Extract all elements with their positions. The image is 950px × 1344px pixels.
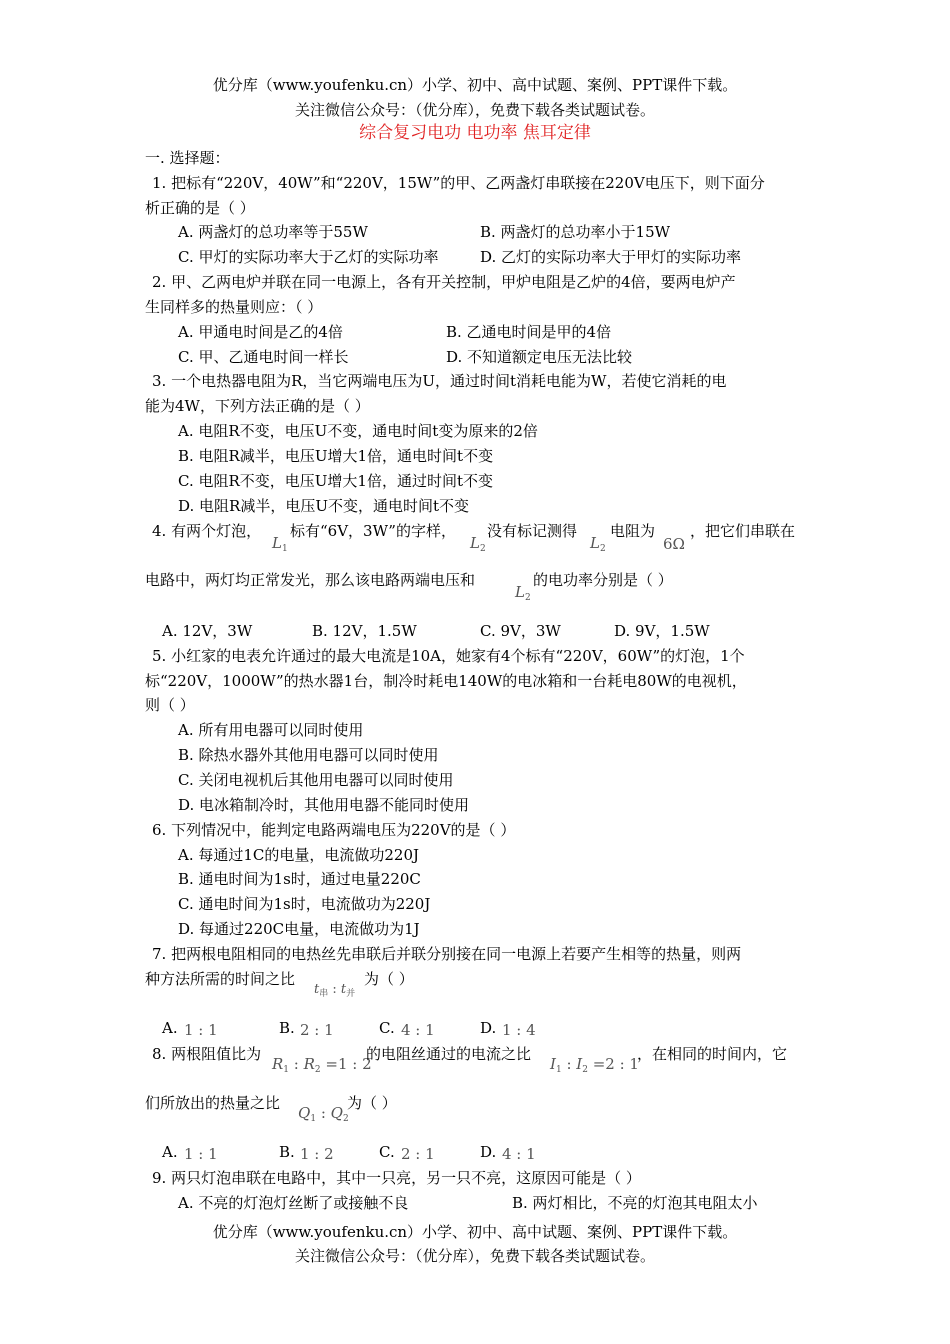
q5-stem-3: 则（ ）	[145, 696, 195, 714]
q5-stem-2: 标“220V，1000W”的热水器1台，制冷时耗电140W的电冰箱和一台耗电80W的电视机，	[145, 672, 747, 690]
q7-option-a-label: A.	[162, 1019, 178, 1037]
q4-text-5: ，把它们串联在	[690, 522, 796, 540]
q8-heat-ratio: $Q_1$ : $Q_2$	[298, 1104, 349, 1124]
q2-option-b: B. 乙通电时间是甲的4倍	[446, 323, 612, 341]
q4-text-3: 没有标记测得	[487, 522, 578, 540]
q8-resistance-ratio: $R_1$ : $R_2 =1$ : 2	[272, 1055, 372, 1075]
q8-text-5: 为（ ）	[347, 1094, 397, 1112]
q6-option-a: A. 每通过1C的电量，电流做功220J	[178, 846, 420, 864]
q7-option-d-label: D.	[480, 1019, 497, 1037]
q2-option-a: A. 甲通电时间是乙的4倍	[178, 323, 343, 341]
q8-text-3: ，在相同的时间内，它	[637, 1045, 788, 1063]
q7-option-c-label: C.	[379, 1019, 395, 1037]
q2-option-d: D. 不知道额定电压无法比较	[446, 348, 633, 366]
q1-option-b: B. 两盏灯的总功率小于15W	[480, 223, 671, 241]
q4-resistance-value: 6Ω	[663, 535, 685, 553]
q4-option-c: C. 9V，3W	[480, 622, 561, 640]
q8-option-b: 1 : 2	[300, 1145, 334, 1163]
q4-text-4: 电阻为	[610, 522, 656, 540]
q4-l1-symbol: $L_1$	[272, 534, 288, 554]
q4-option-b: B. 12V，1.5W	[312, 622, 417, 640]
q3-option-d: D. 电阻R减半，电压U不变，通电时间t不变	[178, 497, 469, 515]
q6-option-d: D. 每通过220C电量，电流做功为1J	[178, 920, 420, 938]
q4-text-6: 电路中，两灯均正常发光，那么该电路两端电压和	[145, 571, 476, 589]
q8-option-c-label: C.	[379, 1143, 395, 1161]
q7-stem-2b: 为（ ）	[364, 970, 414, 988]
q9-option-b: B. 两灯相比，不亮的灯泡其电阻太小	[512, 1194, 758, 1212]
q4-option-d: D. 9V，1.5W	[614, 622, 710, 640]
q9-option-a: A. 不亮的灯泡灯丝断了或接触不良	[178, 1194, 409, 1212]
q8-option-a: 1 : 1	[184, 1145, 218, 1163]
q8-text-4: 们所放出的热量之比	[145, 1094, 281, 1112]
q2-option-c: C. 甲、乙通电时间一样长	[178, 348, 349, 366]
q7-option-a: 1 : 1	[184, 1021, 218, 1039]
q7-stem-2a: 种方法所需的时间之比	[145, 970, 296, 988]
q4-text-1: 4. 有两个灯泡，	[152, 522, 262, 540]
q5-option-a: A. 所有用电器可以同时使用	[178, 721, 364, 739]
q4-l2-symbol-3: $L_2$	[515, 583, 531, 603]
q7-option-d: 1 : 4	[502, 1021, 536, 1039]
q3-stem-1: 3. 一个电热器电阻为R，当它两端电压为U，通过时间t消耗电能为W，若使它消耗的电	[152, 372, 727, 390]
q5-option-d: D. 电冰箱制冷时，其他用电器不能同时使用	[178, 796, 470, 814]
q9-stem: 9. 两只灯泡串联在电路中，其中一只亮，另一只不亮，这原因可能是（ ）	[152, 1169, 641, 1187]
q4-l2-symbol: $L_2$	[470, 534, 486, 554]
q4-l2-symbol-2: $L_2$	[590, 534, 606, 554]
q7-option-c: 4 : 1	[401, 1021, 435, 1039]
footer-line-2: 关注微信公众号：（优分库），免费下载各类试题试卷。	[294, 1247, 655, 1265]
q8-option-d-label: D.	[480, 1143, 497, 1161]
q6-stem: 6. 下列情况中，能判定电路两端电压为220V的是（ ）	[152, 821, 516, 839]
q8-current-ratio: $I_1$ : $I_2 =2$ : 1	[550, 1055, 639, 1075]
q8-text-2: 的电阻丝通过的电流之比	[366, 1045, 532, 1063]
q1-stem-1: 1. 把标有“220V，40W”和“220V，15W”的甲、乙两盏灯串联接在220V电压下，则下面分	[152, 174, 765, 192]
q6-option-c: C. 通电时间为1s时，电流做功为220J	[178, 895, 431, 913]
q5-option-c: C. 关闭电视机后其他用电器可以同时使用	[178, 771, 454, 789]
q1-option-a: A. 两盏灯的总功率等于55W	[178, 223, 368, 241]
q1-option-d: D. 乙灯的实际功率大于甲灯的实际功率	[480, 248, 742, 266]
q2-stem-1: 2. 甲、乙两电炉并联在同一电源上，各有开关控制，甲炉电阻是乙炉的4倍，要两电炉产	[152, 273, 736, 291]
q5-stem-1: 5. 小红家的电表允许通过的最大电流是10A，她家有4个标有“220V，60W”的灯泡，1个	[152, 647, 745, 665]
q8-option-b-label: B.	[279, 1143, 295, 1161]
q4-option-a: A. 12V，3W	[162, 622, 253, 640]
header-line-2: 关注微信公众号：（优分库），免费下载各类试题试卷。	[294, 101, 655, 119]
q8-option-d: 4 : 1	[502, 1145, 536, 1163]
q3-option-b: B. 电阻R减半，电压U增大1倍，通电时间t不变	[178, 447, 494, 465]
q3-stem-2: 能为4W，下列方法正确的是（ ）	[145, 397, 370, 415]
footer-line-1: 优分库（www.youfenku.cn）小学、初中、高中试题、案例、PPT课件下载。	[212, 1223, 738, 1241]
q1-stem-2: 析正确的是（ ）	[145, 199, 255, 217]
section-heading: 一. 选择题：	[145, 149, 230, 167]
q5-option-b: B. 除热水器外其他用电器可以同时使用	[178, 746, 439, 764]
q7-option-b-label: B.	[279, 1019, 295, 1037]
q2-stem-2: 生同样多的热量则应：（ ）	[145, 298, 323, 316]
q4-text-2: 标有“6V，3W”的字样，	[290, 522, 456, 540]
q8-option-c: 2 : 1	[401, 1145, 435, 1163]
q7-stem-1: 7. 把两根电阻相同的电热丝先串联后并联分别接在同一电源上若要产生相等的热量，则两	[152, 945, 742, 963]
q4-text-7: 的电功率分别是（ ）	[533, 571, 673, 589]
q6-option-b: B. 通电时间为1s时，通过电量220C	[178, 870, 421, 888]
q1-option-c: C. 甲灯的实际功率大于乙灯的实际功率	[178, 248, 439, 266]
page-title: 综合复习电功 电功率 焦耳定律	[359, 123, 591, 143]
q8-text-1: 8. 两根阻值比为	[152, 1045, 262, 1063]
q3-option-a: A. 电阻R不变，电压U不变，通电时间t变为原来的2倍	[178, 422, 538, 440]
header-line-1: 优分库（www.youfenku.cn）小学、初中、高中试题、案例、PPT课件下载。	[212, 76, 738, 94]
q8-option-a-label: A.	[162, 1143, 178, 1161]
q3-option-c: C. 电阻R不变，电压U增大1倍，通过时间t不变	[178, 472, 493, 490]
q7-option-b: 2 : 1	[300, 1021, 334, 1039]
q7-time-ratio: $t_串$ : $t_并$	[314, 982, 356, 999]
